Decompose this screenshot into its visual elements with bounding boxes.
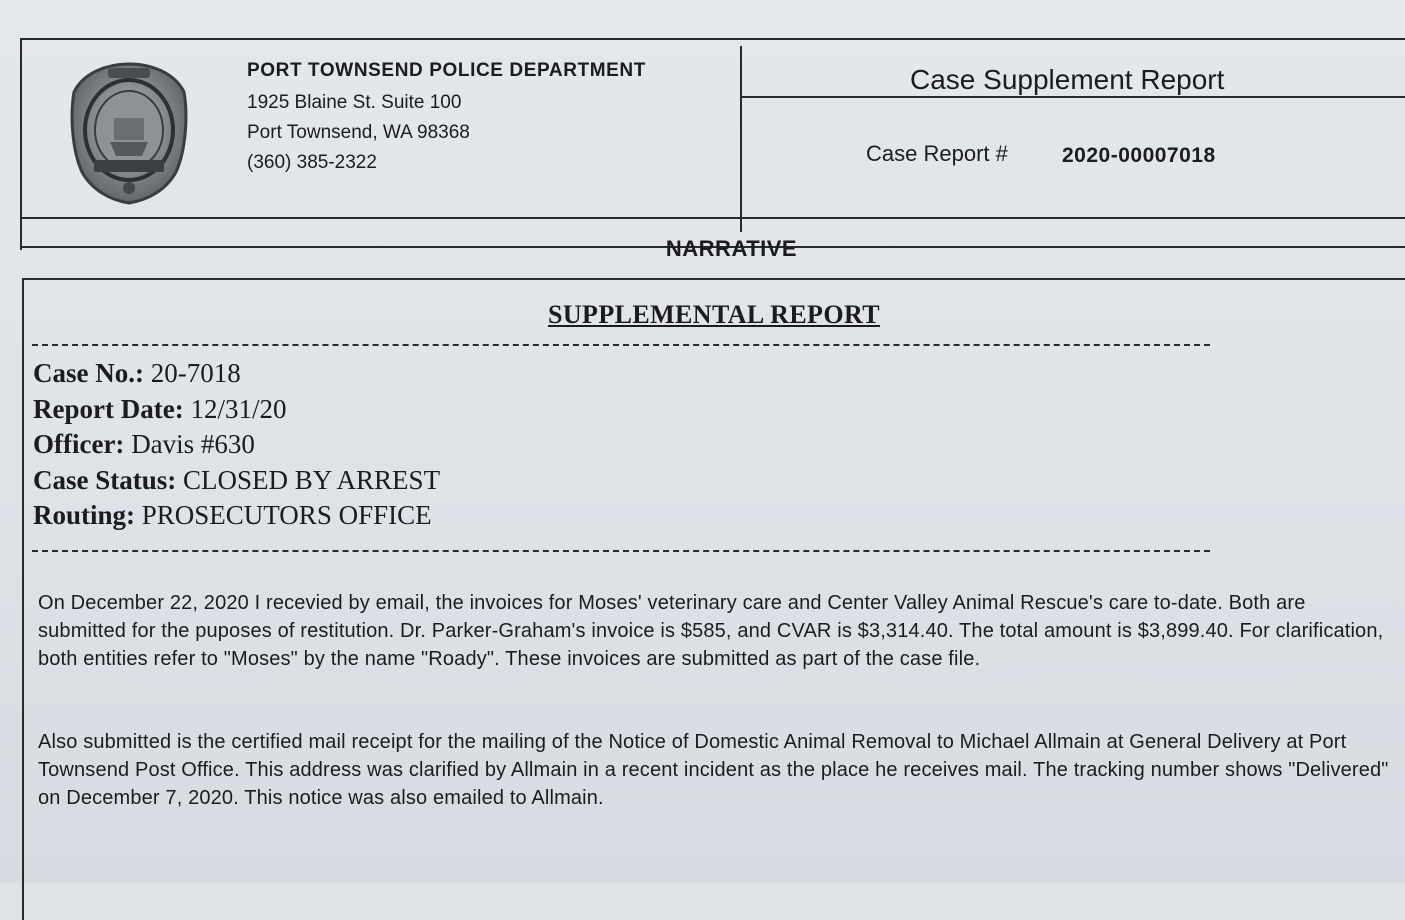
- field-label: Case Status:: [33, 464, 177, 495]
- field-label: Routing:: [33, 500, 136, 530]
- field-routing: [33, 498, 440, 534]
- case-fields: [33, 356, 440, 534]
- field-label: Case No.:: [33, 358, 144, 388]
- address-line-1: 1925 Blaine St. Suite 100: [247, 92, 462, 113]
- case-report-label: Case Report #: [866, 141, 1008, 166]
- field-label: Officer:: [33, 429, 125, 459]
- phone-number: (360) 385-2322: [247, 152, 377, 173]
- police-seal-icon: [70, 60, 188, 206]
- narrative-paragraph-1: On December 22, 2020 I recevied by email, the invoices for Moses' veterinary care and Center Valley Animal Rescue's care to-date. Both are submitted for the puposes of restitution. Dr. Parker-Graham's invoice is $585, and CVAR is $3,314.40. The total amount is $3,899.40. For clarification, both entities refer to "Moses" by the name "Roady". These invoices are submitted as part of the case file.: [38, 592, 1384, 670]
- supplemental-report-title: SUPPLEMENTAL REPORT: [548, 300, 880, 329]
- header-divider-bottom: [20, 217, 1405, 219]
- narrative-paragraph-2: Also submitted is the certified mail receipt for the mailing of the Notice of Domestic Animal Removal to Michael Allmain at General Delivery at Port Townsend Post Office. This address was clarified by Allmain in a recent incident as the place he receives mail. The tracking number shows "Delivered" on December 7, 2020. This notice was also emailed to Allmain.: [38, 731, 1389, 809]
- field-value: Davis #630: [131, 429, 255, 459]
- field-officer: [33, 427, 440, 463]
- field-report-date: [33, 392, 440, 428]
- dashed-separator-bottom: [32, 550, 1210, 552]
- report-type-title: Case Supplement Report: [910, 64, 1225, 95]
- field-case-no: [33, 356, 440, 392]
- department-name: PORT TOWNSEND POLICE DEPARTMENT: [247, 60, 646, 81]
- narrative-heading: NARRATIVE: [665, 236, 798, 261]
- field-case-status: [33, 463, 440, 499]
- field-value: CLOSED BY ARREST: [183, 464, 441, 495]
- field-value: 20-7018: [150, 358, 241, 388]
- field-label: Report Date:: [33, 393, 184, 424]
- field-value: 12/31/20: [190, 393, 287, 424]
- header-divider-right: [742, 96, 1405, 98]
- case-report-number: 2020-00007018: [1062, 144, 1216, 167]
- field-value: PROSECUTORS OFFICE: [141, 500, 432, 530]
- department-info: [247, 60, 646, 178]
- dashed-separator-top: [32, 344, 1210, 346]
- header-divider-vertical: [740, 46, 742, 232]
- address-line-2: Port Townsend, WA 98368: [247, 122, 470, 143]
